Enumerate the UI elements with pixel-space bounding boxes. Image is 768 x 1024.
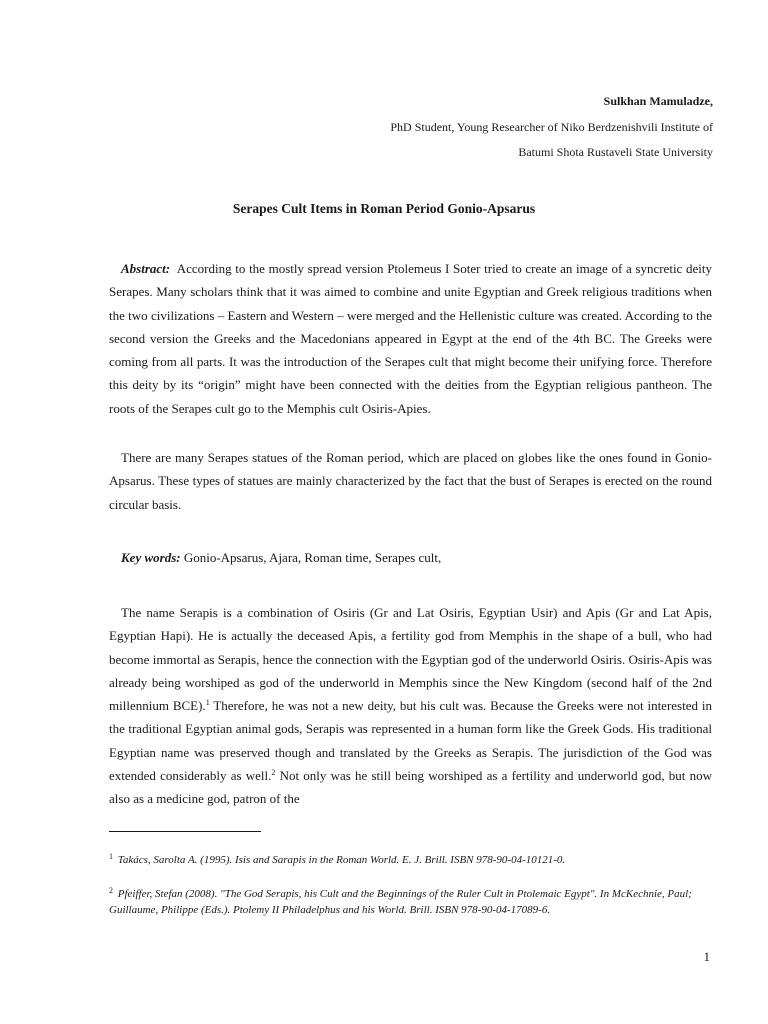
body-text-part1: The name Serapis is a combination of Osiris (Gr and Lat Osiris, Egyptian Usir) and Apis (Gr and Lat Apis, Egyptian Hapi). He is actually the deceased Apis, a fertility god from Memphis in the shape of a bull, who had become immortal as Serapis, hence the connection with the Egyptian god of the underworld Osiris. Osiris-Apis was already being worshiped as god of the underworld in Memphis since the New Kingdom (second half of the 2nd millennium BCE). bbox=[109, 605, 712, 714]
footnote-ref-1[interactable]: 1 bbox=[205, 698, 210, 708]
body-text-part3: Not only was he still being worshiped as a fertility and underworld god, but now also as a medicine god, patron of the bbox=[109, 768, 712, 807]
body-paragraph bbox=[109, 601, 712, 811]
keywords-paragraph bbox=[109, 546, 712, 569]
footnote-1-text: Takács, Sarolta A. (1995). Isis and Sarapis in the Roman World. E. J. Brill. ISBN 978-90-04-10121-0. bbox=[117, 854, 566, 866]
statues-paragraph bbox=[109, 446, 712, 516]
author-affiliation-line2: Batumi Shota Rustaveli State University bbox=[518, 145, 713, 159]
footnote-2-number: 2 bbox=[109, 886, 113, 895]
body-text-part2: Therefore, he was not a new deity, but his cult was. Because the Greeks were not interested in the traditional Egyptian animal gods, Serapis was represented in a human form like the Greek Gods. His traditional Egyptian name was preserved though and translated by the Greeks as Serapis. The jurisdiction of the God was extended considerably as well. bbox=[109, 698, 712, 784]
abstract-label: Abstract: bbox=[121, 261, 171, 276]
keywords-label: Key words: bbox=[121, 550, 181, 565]
footnote-2-text: Pfeiffer, Stefan (2008). "The God Serapis, his Cult and the Beginnings of the Ruler Cult in Ptolemaic Egypt". In McKechnie, Paul; Guillaume, Philippe (Eds.). Ptolemy II Philadelphus and his World. Brill. ISBN 978-90-04-17089-6. bbox=[109, 888, 692, 916]
statues-text: There are many Serapes statues of the Roman period, which are placed on globes like the ones found in Gonio-Apsarus. These types of statues are mainly characterized by the fact that the bust of Serapes is erected on the round circular basis. bbox=[109, 450, 712, 512]
footnote-1-number: 1 bbox=[109, 852, 113, 861]
footnote-separator bbox=[109, 831, 261, 832]
page-number: 1 bbox=[703, 949, 710, 964]
footnote-ref-2[interactable]: 2 bbox=[271, 768, 276, 778]
author-affiliation-line1: PhD Student, Young Researcher of Niko Berdzenishvili Institute of bbox=[390, 120, 713, 134]
footnote-1 bbox=[109, 853, 712, 869]
abstract-paragraph bbox=[109, 257, 712, 420]
author-name: Sulkhan Mamuladze, bbox=[603, 94, 713, 108]
footnote-2 bbox=[109, 887, 712, 918]
paper-title: Serapes Cult Items in Roman Period Gonio-Apsarus bbox=[232, 201, 536, 216]
abstract-text: According to the mostly spread version Ptolemeus I Soter tried to create an image of a syncretic deity Serapes. Many scholars think that it was aimed to combine and unite Egyptian and Greek religious traditions when the two civilizations – Eastern and Western – were merged and the Hellenistic culture was created. According to the second version the Greeks and the Macedonians appeared in Egypt at the end of the 4th BC. The Greeks were coming from all parts. It was the introduction of the Serapes cult that might become their unifying force. Therefore this deity by its “origin” might have been connected with the deities from the Egyptian religious pantheon. The roots of the Serapes cult go to the Memphis cult Osiris-Apies. bbox=[109, 261, 712, 416]
keywords-text: Gonio-Apsarus, Ajara, Roman time, Serapes cult, bbox=[183, 550, 442, 565]
